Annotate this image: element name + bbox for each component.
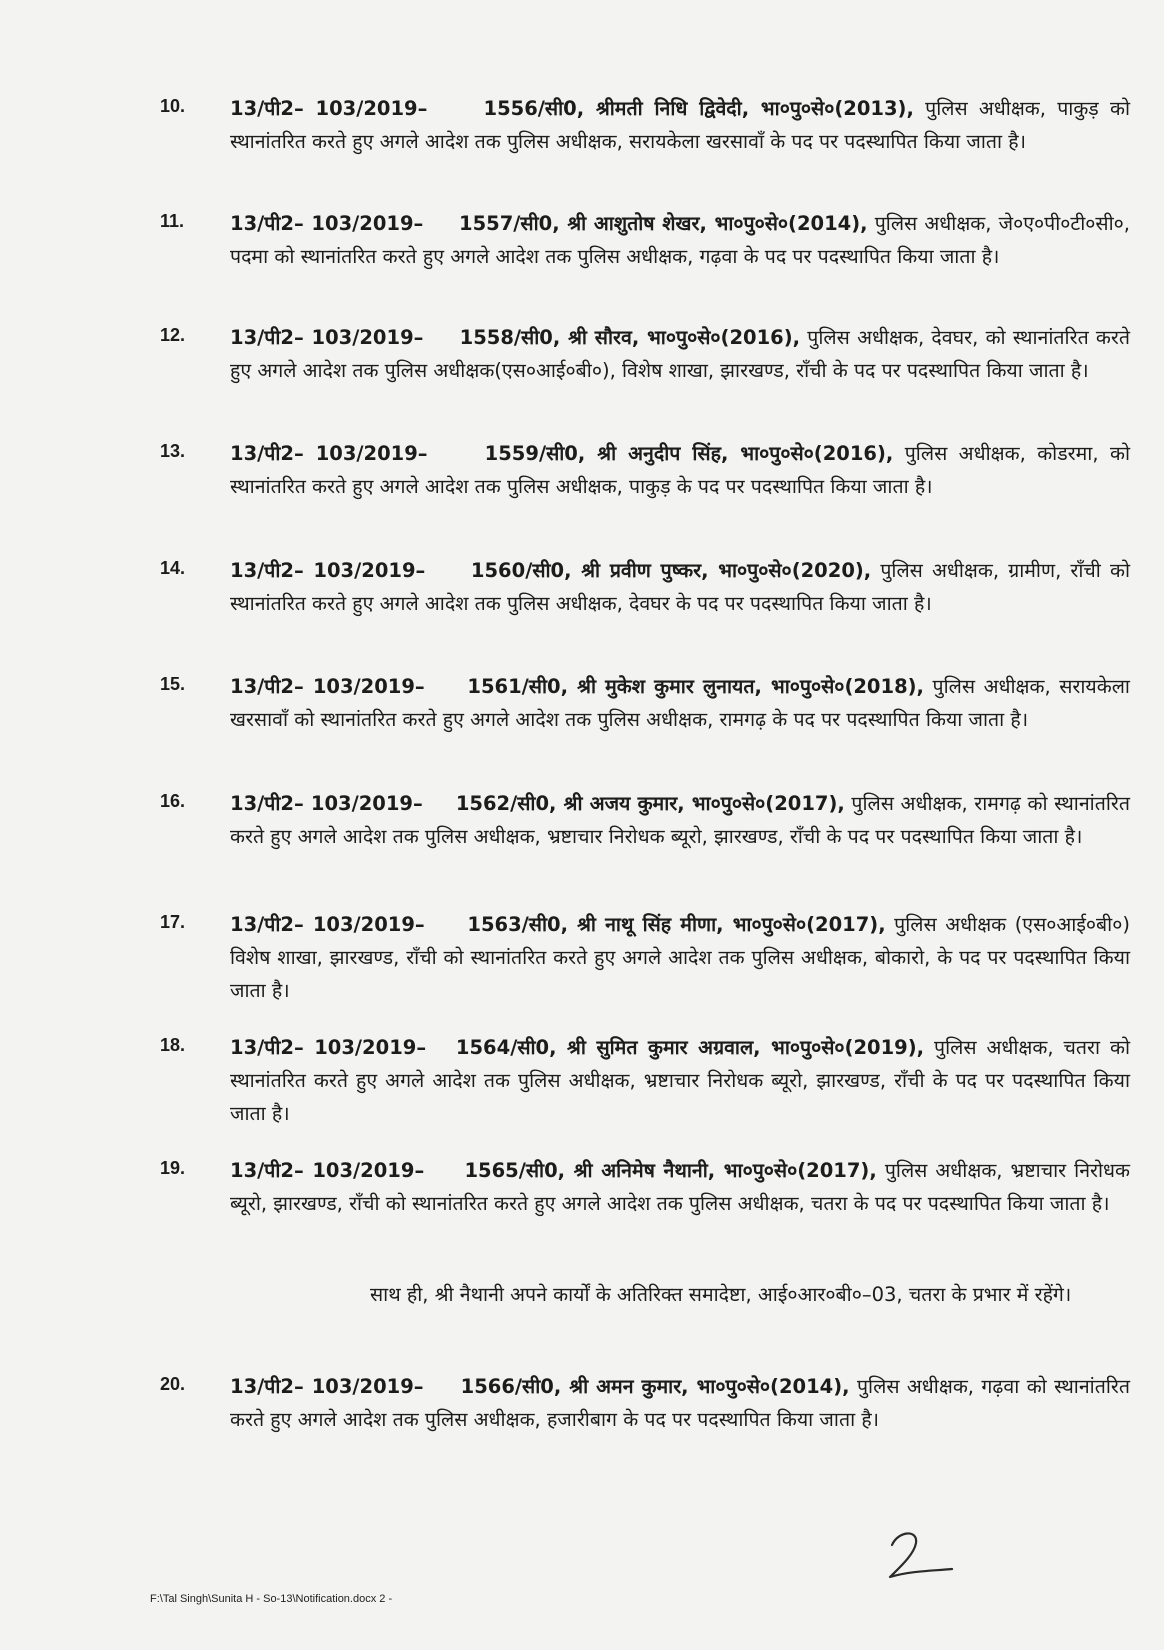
entry-number: 20. [160,1374,186,1394]
entry-text [230,321,1130,387]
file-reference: 13/पी2– 103/2019– [230,1036,427,1059]
entry-text [230,207,1130,273]
file-reference: 13/पी2– 103/2019– [230,1159,425,1182]
entry-text [230,1154,1130,1220]
entry-number: 14. [160,558,186,578]
entry-description: पुलिस अधीक्षक, सरायकेला खरसावाँ को स्थानांतरित करते हुए अगले आदेश तक पुलिस अधीक्षक, रामगढ़ के पद पर पदस्थापित किया जाता है। [230,675,1130,731]
entry-number: 17. [160,912,186,932]
entry-description: पुलिस अधीक्षक, भ्रष्टाचार निरोधक ब्यूरो, झारखण्ड, राँची को स्थानांतरित करते हुए अगले आदेश तक पुलिस अधीक्षक, चतरा के पद पर पदस्थापित किया जाता है। [230,1159,1131,1215]
file-reference: 13/पी2– 103/2019– [230,792,423,815]
file-reference: 13/पी2– 103/2019– [230,675,425,698]
file-reference: 13/पी2– 103/2019– [230,212,424,235]
file-reference: 13/पी2– 103/2019– [230,442,428,465]
entry-text [230,554,1130,620]
entry-number: 19. [160,1158,186,1178]
order-details: 1557/सी0, श्री आशुतोष शेखर, भा०पु०से०(2014), [459,212,868,235]
entry-number: 13. [160,441,186,461]
order-details: 1562/सी0, श्री अजय कुमार, भा०पु०से०(2017), [455,792,845,815]
entry-text [230,437,1130,503]
entry-description: पुलिस अधीक्षक (एस०आई०बी०) विशेष शाखा, झारखण्ड, राँची को स्थानांतरित करते हुए अगले आदेश तक पुलिस अधीक्षक, बोकारो, के पद पर पदस्थापित किया जाता है। [230,913,1130,1002]
entry-description: पुलिस अधीक्षक, ग्रामीण, राँची को स्थानांतरित करते हुए अगले आदेश तक पुलिस अधीक्षक, देवघर के पद पर पदस्थापित किया जाता है। [230,559,1131,615]
order-details: 1560/सी0, श्री प्रवीण पुष्कर, भा०पु०से०(2020), [470,559,872,582]
order-details: 1563/सी0, श्री नाथू सिंह मीणा, भा०पु०से०(2017), [467,913,886,936]
entry-text [230,670,1130,736]
entry-text [230,1031,1130,1130]
entry-number: 15. [160,674,186,694]
file-reference: 13/पी2– 103/2019– [230,97,428,120]
entry-description: पुलिस अधीक्षक, कोडरमा, को स्थानांतरित करते हुए अगले आदेश तक पुलिस अधीक्षक, पाकुड़ के पद पर पदस्थापित किया जाता है। [230,442,1130,498]
file-reference: 13/पी2– 103/2019– [230,913,425,936]
order-details: 1566/सी0, श्री अमन कुमार, भा०पु०से०(2014), [460,1375,850,1398]
entry-text [230,92,1130,158]
file-reference: 13/पी2– 103/2019– [230,559,426,582]
order-details: 1565/सी0, श्री अनिमेष नैथानी, भा०पु०से०(2017), [464,1159,877,1182]
entry-description: पुलिस अधीक्षक, गढ़वा को स्थानांतरित करते हुए अगले आदेश तक पुलिस अधीक्षक, हजारीबाग के पद पर पदस्थापित किया जाता है। [230,1375,1130,1431]
entry-description: पुलिस अधीक्षक, रामगढ़ को स्थानांतरित करते हुए अगले आदेश तक पुलिस अधीक्षक, भ्रष्टाचार निरोधक ब्यूरो, झारखण्ड, राँची के पद पर पदस्थापित किया जाता है। [230,792,1130,848]
entry-number: 11. [160,211,185,231]
file-reference: 13/पी2– 103/2019– [230,326,424,349]
entry-number: 10. [160,96,186,116]
order-details: 1556/सी0, श्रीमती निधि द्विवेदी, भा०पु०से०(2013), [483,97,914,120]
order-details: 1564/सी0, श्री सुमित कुमार अग्रवाल, भा०पु०से०(2019), [455,1036,925,1059]
entry-number: 12. [160,325,186,345]
entry-description: पुलिस अधीक्षक, देवघर, को स्थानांतरित करते हुए अगले आदेश तक पुलिस अधीक्षक(एस०आई०बी०), विशेष शाखा, झारखण्ड, राँची के पद पर पदस्थापित किया जाता है। [230,326,1130,382]
additional-charge-note: साथ ही, श्री नैथानी अपने कार्यों के अतिरिक्त समादेष्टा, आई०आर०बी०–03, चतरा के प्रभार में रहेंगे। [370,1283,1072,1306]
handwritten-page-number [880,1525,960,1589]
entry-text [230,908,1130,1007]
entry-description: पुलिस अधीक्षक, पाकुड़ को स्थानांतरित करते हुए अगले आदेश तक पुलिस अधीक्षक, सरायकेला खरसावाँ के पद पर पदस्थापित किया जाता है। [230,97,1131,153]
entry-number: 18. [160,1035,186,1055]
document-file-path: F:\Tal Singh\Sunita H - So-13\Notification.docx 2 - [150,1593,393,1605]
order-details: 1558/सी0, श्री सौरव, भा०पु०से०(2016), [459,326,801,349]
entry-number: 16. [160,791,186,811]
entry-text [230,1370,1130,1436]
entry-text [230,787,1130,853]
entry-description: पुलिस अधीक्षक, जे०ए०पी०टी०सी०, पदमा को स्थानांतरित करते हुए अगले आदेश तक पुलिस अधीक्षक, गढ़वा के पद पर पदस्थापित किया जाता है। [230,212,1131,268]
entry-description: पुलिस अधीक्षक, चतरा को स्थानांतरित करते हुए अगले आदेश तक पुलिस अधीक्षक, भ्रष्टाचार निरोधक ब्यूरो, झारखण्ड, राँची के पद पर पदस्थापित किया जाता है। [230,1036,1130,1125]
order-details: 1559/सी0, श्री अनुदीप सिंह, भा०पु०से०(2016), [484,442,894,465]
file-reference: 13/पी2– 103/2019– [230,1375,424,1398]
order-details: 1561/सी0, श्री मुकेश कुमार लुनायत, भा०पु०से०(2018), [467,675,924,698]
